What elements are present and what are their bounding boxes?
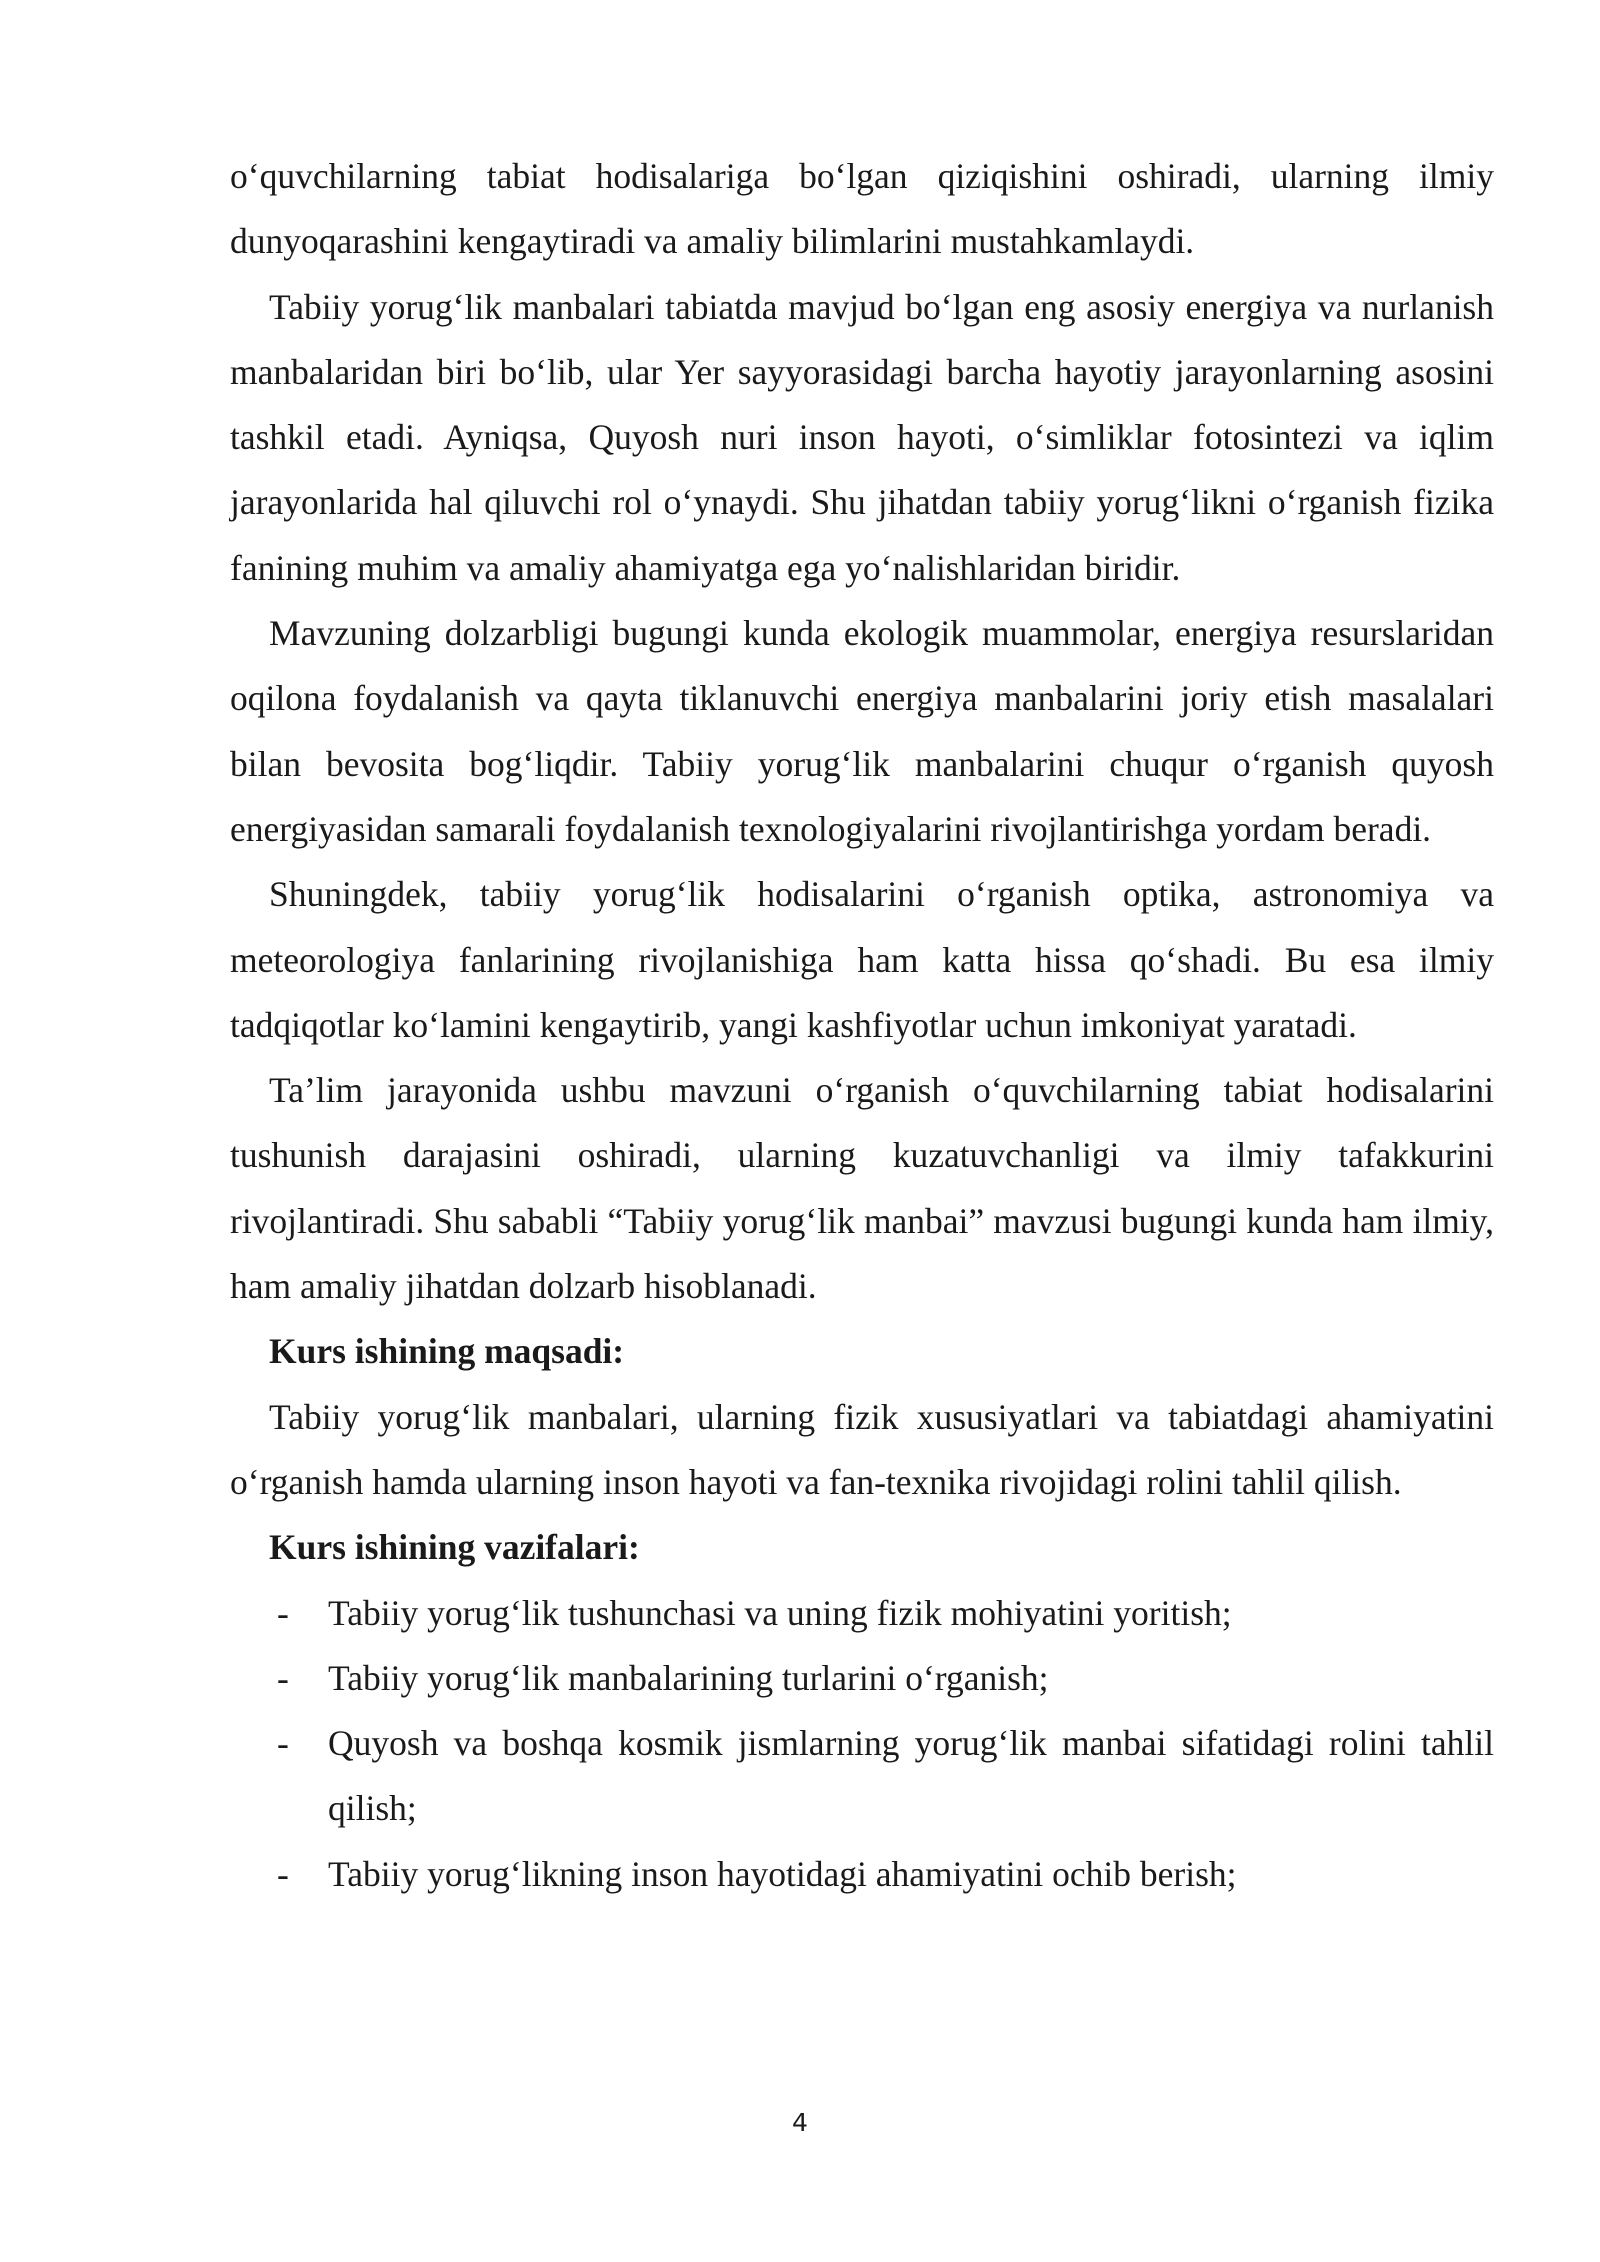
paragraph-continuation: o‘quvchilarning tabiat hodisalariga bo‘lgan qiziqishini oshiradi, ularning ilmiy dunyoqarashini kengaytiradi va amaliy bilimlarini mustahkamlaydi. bbox=[230, 156, 1494, 262]
list-item-text: Tabiiy yorug‘likning inson hayotidagi ahamiyatini ochib berish; bbox=[328, 1853, 1237, 1894]
list-dash: - bbox=[277, 1657, 289, 1698]
list-item bbox=[230, 1646, 1494, 1711]
paragraph-education: Ta’lim jarayonida ushbu mavzuni o‘rganish o‘quvchilarning tabiat hodisalarini tushunish darajasini oshiradi, ularning kuzatuvchanligi va ilmiy tafakkurini rivojlantiradi. Shu sababli “Tabiiy yorug‘lik manbai” mavzusi bugungi kunda ham ilmiy, ham amaliy jihatdan dolzarb hisoblanadi. bbox=[230, 1070, 1494, 1307]
goal-heading: Kurs ishining maqsadi: bbox=[269, 1331, 625, 1372]
page-number: 4 bbox=[792, 2108, 808, 2137]
goal-text: Tabiiy yorug‘lik manbalari, ularning fizik xususiyatlari va tabiatdagi ahamiyatini o‘rganish hamda ularning inson hayoti va fan-texnika rivojidagi rolini tahlil qilish. bbox=[230, 1396, 1494, 1502]
list-item bbox=[230, 1711, 1494, 1842]
list-item bbox=[230, 1581, 1494, 1646]
paragraph-relevance: Mavzuning dolzarbligi bugungi kunda ekologik muammolar, energiya resurslaridan oqilona foydalanish va qayta tiklanuvchi energiya manbalarini joriy etish masalalari bilan bevosita bog‘liqdir. Tabiiy yorug‘lik manbalarini chuqur o‘rganish quyosh energiyasidan samarali foydalanish texnologiyalarini rivojlantirishga yordam beradi. bbox=[230, 613, 1494, 849]
list-dash: - bbox=[277, 1853, 289, 1894]
document-page bbox=[230, 144, 1494, 1907]
list-item bbox=[230, 1842, 1494, 1907]
tasks-heading: Kurs ishining vazifalari: bbox=[269, 1527, 640, 1568]
paragraph-science-contribution: Shuningdek, tabiiy yorug‘lik hodisalarini o‘rganish optika, astronomiya va meteorologiya fanlarining rivojlanishiga ham katta hissa qo‘shadi. Bu esa ilmiy tadqiqotlar ko‘lamini kengaytirib, yangi kashfiyotlar uchun imkoniyat yaratadi. bbox=[230, 874, 1494, 1045]
list-item-text: Quyosh va boshqa kosmik jismlarning yorug‘lik manbai sifatidagi rolini tahlil qilish; bbox=[328, 1723, 1494, 1829]
list-item-text: Tabiiy yorug‘lik manbalarining turlarini o‘rganish; bbox=[328, 1657, 1049, 1698]
list-item-text: Tabiiy yorug‘lik tushunchasi va uning fizik mohiyatini yoritish; bbox=[328, 1592, 1232, 1633]
paragraph-natural-light-sources: Tabiiy yorug‘lik manbalari tabiatda mavjud bo‘lgan eng asosiy energiya va nurlanish manbalaridan biri bo‘lib, ular Yer sayyorasidagi barcha hayotiy jarayonlarning asosini tashkil etadi. Ayniqsa, Quyosh nuri inson hayoti, o‘simliklar fotosintezi va iqlim jarayonlarida hal qiluvchi rol o‘ynaydi. Shu jihatdan tabiiy yorug‘likni o‘rganish fizika fanining muhim va amaliy ahamiyatga ega yo‘nalishlaridan biridir. bbox=[230, 286, 1494, 588]
list-dash: - bbox=[277, 1592, 289, 1633]
tasks-list bbox=[230, 1581, 1494, 1907]
list-dash: - bbox=[277, 1723, 289, 1764]
